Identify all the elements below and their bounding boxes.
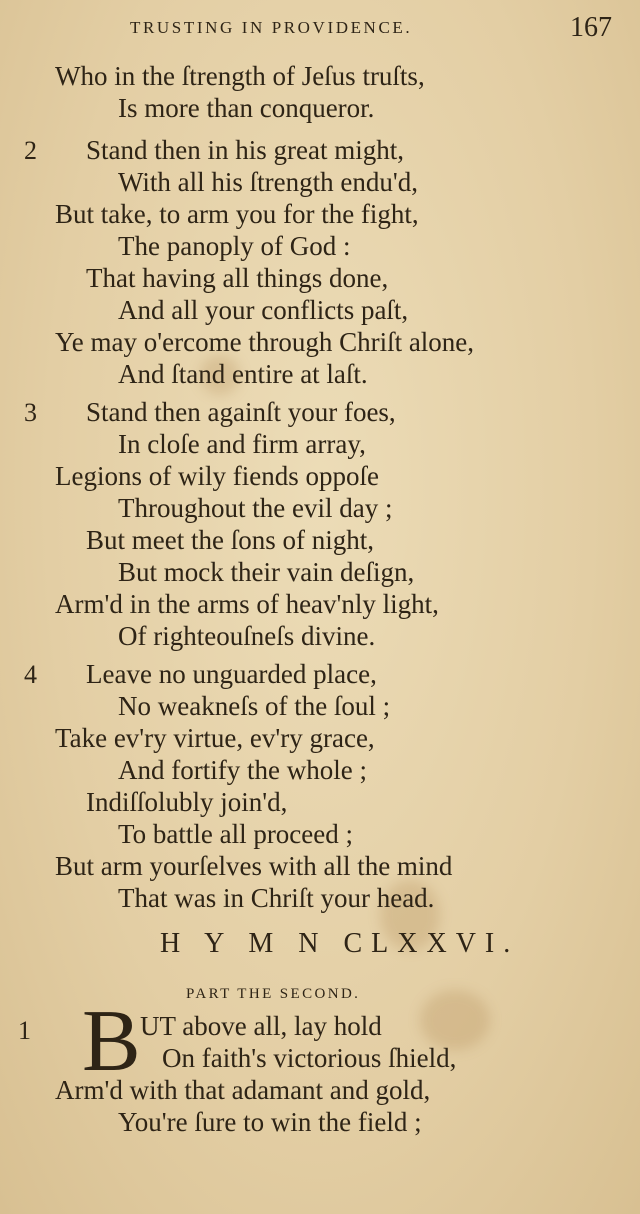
verse-line: No weakneſs of the ſoul ; [118,691,391,721]
page-number: 167 [570,12,612,43]
page-header [130,12,630,42]
verse-line: The panoply of God : [118,231,351,261]
verse-line: Stand then againſt your foes, [86,397,396,427]
verse-line: UT above all, lay hold [140,1011,382,1041]
verse-line: Throughout the evil day ; [118,493,393,523]
drop-cap: B [82,993,141,1090]
stanza-number: 1 [18,1016,31,1045]
verse-line: But meet the ſons of night, [86,525,374,555]
verse-line: Take ev'ry virtue, ev'ry grace, [55,723,375,753]
verse-line: Who in the ſtrength of Jeſus truſts, [55,61,425,91]
verse-line: And all your conflicts paſt, [118,295,409,325]
running-head: TRUSTING IN PROVIDENCE. [130,18,413,37]
verse-line: Indiſſolubly join'd, [86,787,288,817]
verse-line: To battle all proceed ; [118,819,354,849]
hymn-title: H Y M N CLXXVI. [160,928,520,959]
verse-line: Of righteouſneſs divine. [118,621,376,651]
verse-line: Arm'd in the arms of heav'nly light, [55,589,439,619]
verse-line: And fortify the whole ; [118,755,367,785]
verse-line: That having all things done, [86,263,389,293]
verse-line: You're ſure to win the field ; [118,1107,422,1137]
verse-line: And ſtand entire at laſt. [118,359,368,389]
verse-line: Stand then in his great might, [86,135,404,165]
verse-line: But arm yourſelves with all the mind [55,851,453,881]
verse-line: But take, to arm you for the fight, [55,199,419,229]
verse-line: That was in Chriſt your head. [118,883,435,913]
verse-line: In cloſe and firm array, [118,429,366,459]
verse-line: On faith's victorious ſhield, [162,1043,457,1073]
verse-line: With all his ſtrength endu'd, [118,167,418,197]
verse-line: Is more than conqueror. [118,93,375,123]
verse-line: Leave no unguarded place, [86,659,377,689]
verse-line: Ye may o'ercome through Chriſt alone, [55,327,475,357]
stanza-number: 3 [24,398,37,427]
stain-mark [420,990,490,1050]
verse-line: Legions of wily fiends oppoſe [55,461,379,491]
stanza-number: 4 [24,660,37,689]
part-title: PART THE SECOND. [186,986,361,1002]
verse-line: But mock their vain deſign, [118,557,415,587]
stanza-number: 2 [24,136,37,165]
verse-line: Arm'd with that adamant and gold, [55,1075,431,1105]
